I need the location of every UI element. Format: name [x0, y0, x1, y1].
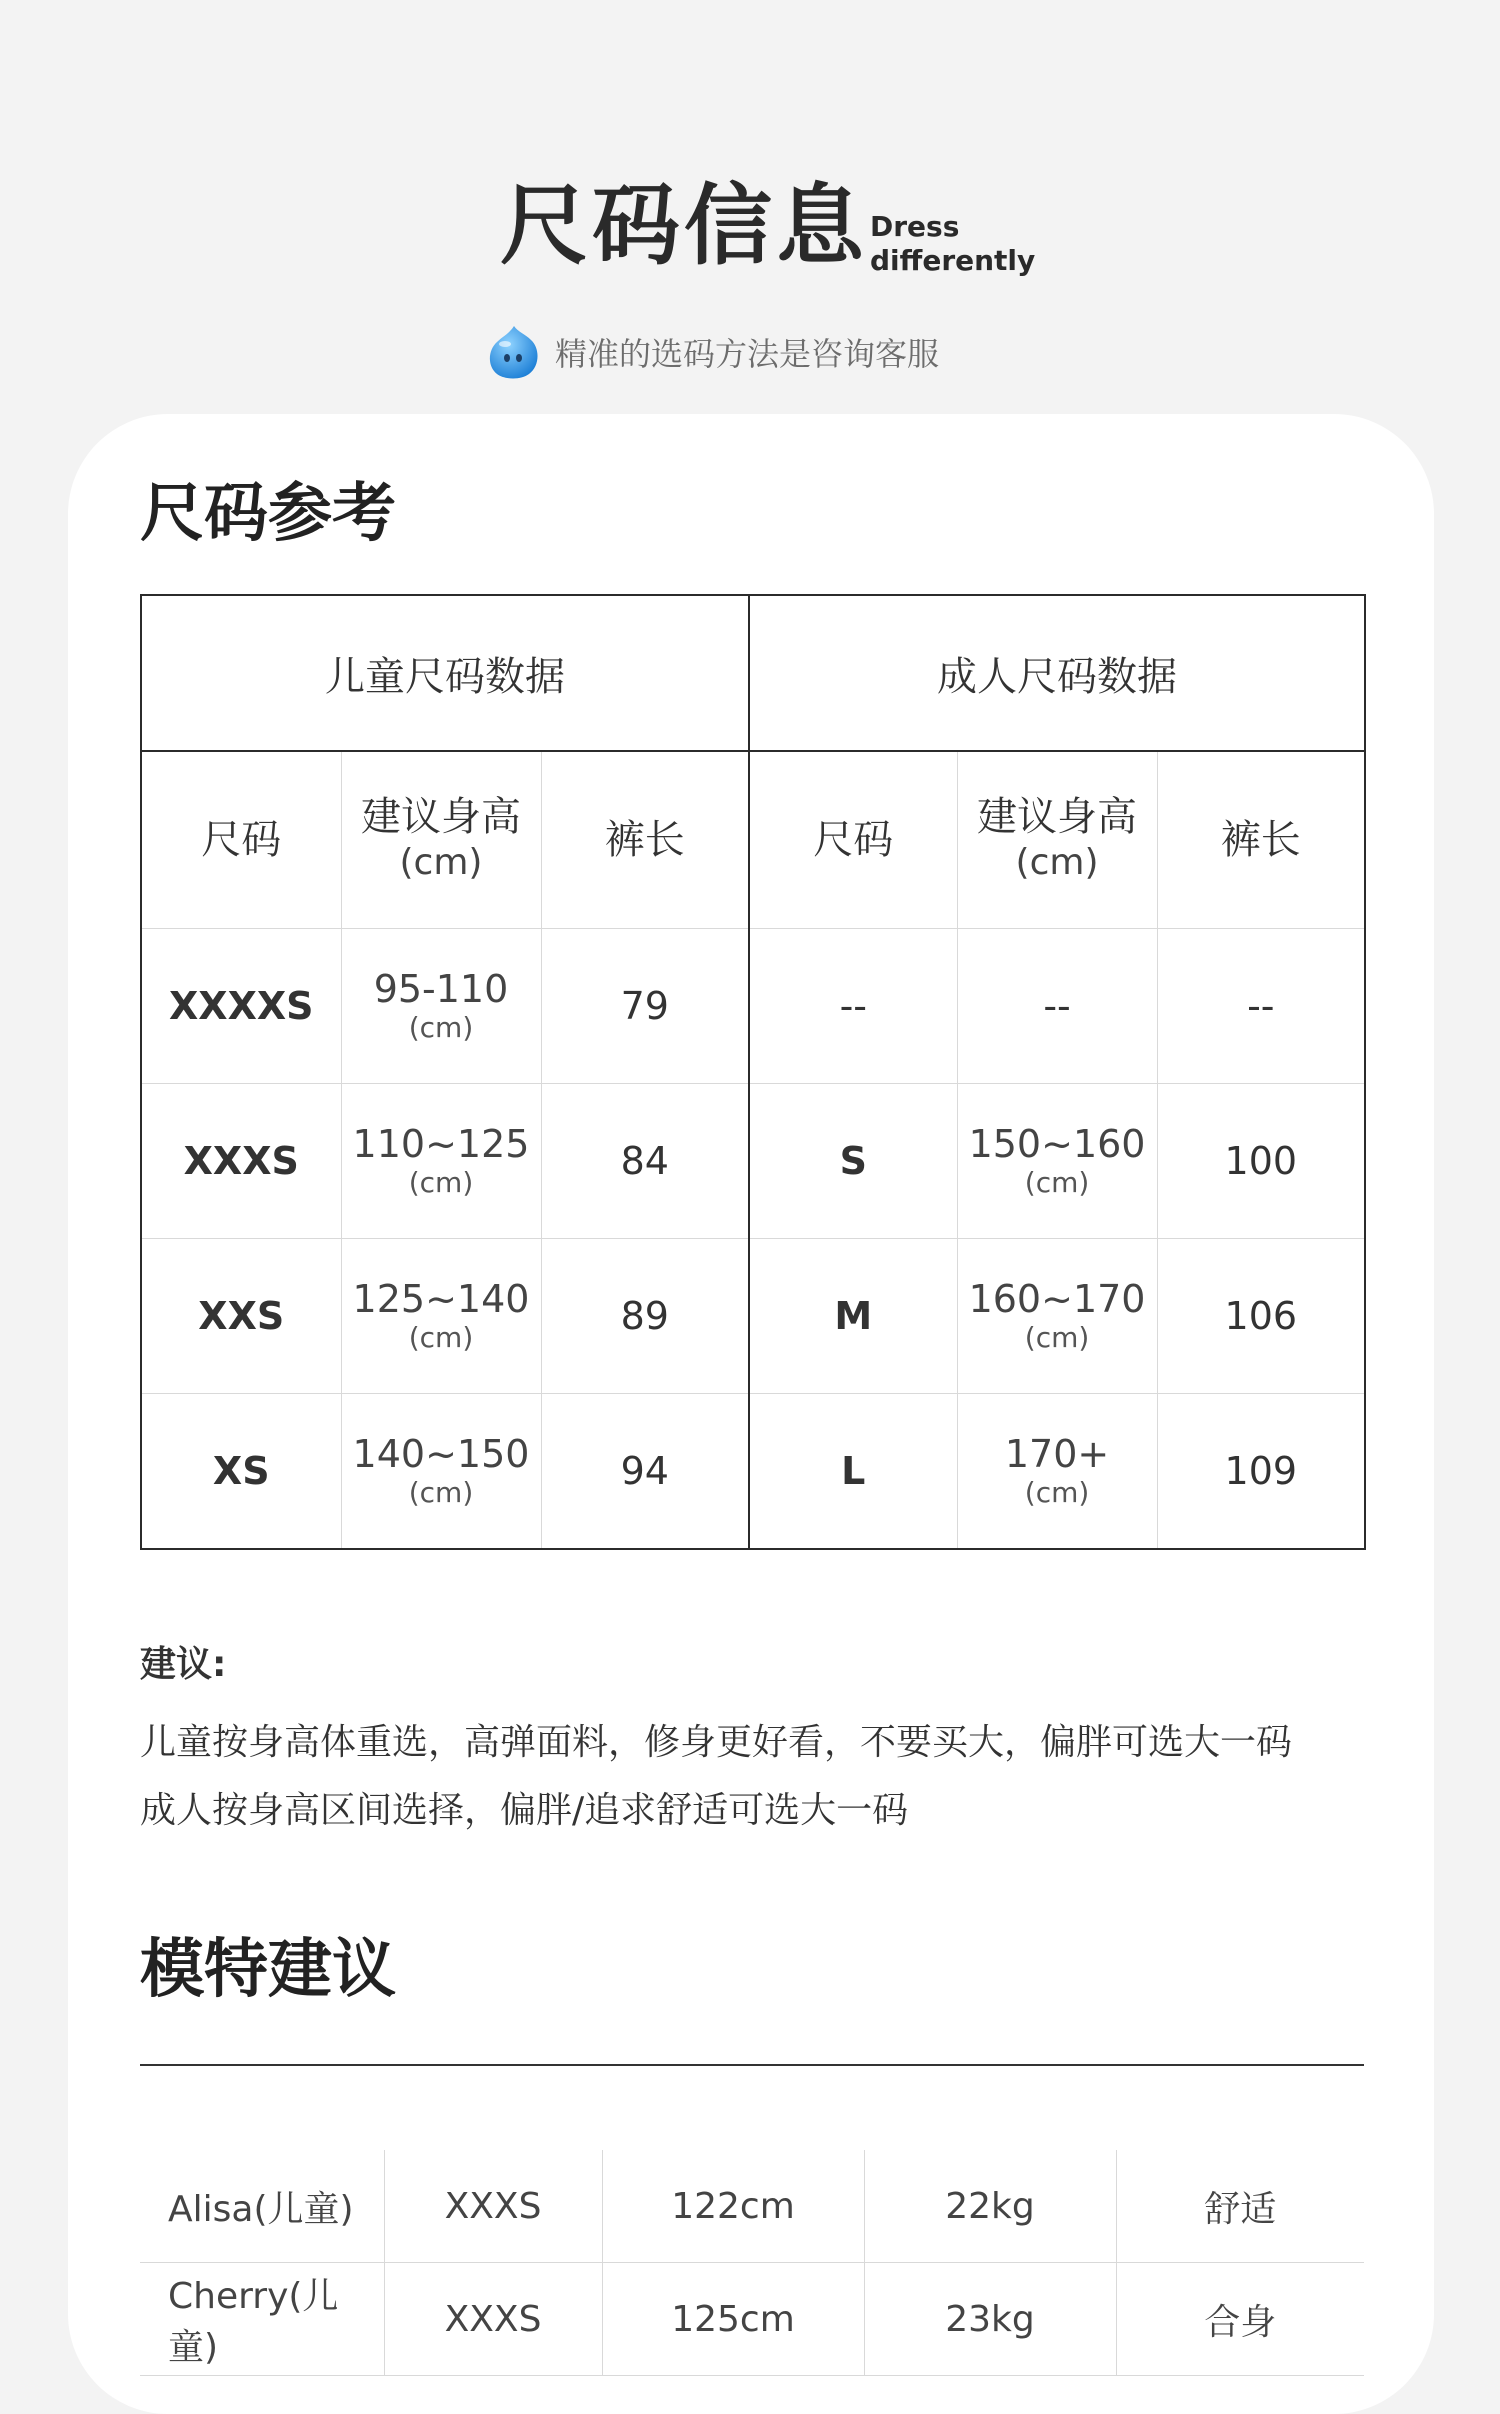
model-name-cell: Alisa(儿童): [140, 2150, 384, 2263]
adult-length-cell: 109: [1157, 1394, 1365, 1550]
kids-height-unit: (cm): [408, 1011, 474, 1044]
adult-length-cell: --: [1157, 929, 1365, 1084]
adult-height-unit: (cm): [1024, 1321, 1090, 1354]
model-table: [140, 2150, 1364, 2376]
adult-length-cell: 100: [1157, 1084, 1365, 1239]
col-header-height: [957, 751, 1157, 929]
kids-length-cell: 94: [541, 1394, 749, 1550]
page-header: [0, 0, 1500, 410]
model-height-cell: 122cm: [602, 2150, 864, 2263]
kids-height-value: 95-110: [373, 967, 509, 1011]
model-fit-cell: 合身: [1116, 2263, 1364, 2376]
table-row: [140, 2263, 1364, 2376]
adult-height-cell: [957, 1084, 1157, 1239]
kids-size-cell: XXXXS: [141, 929, 341, 1084]
kids-size-cell: XS: [141, 1394, 341, 1550]
adult-size-cell: M: [749, 1239, 957, 1394]
col-header-height-unit: (cm): [399, 842, 483, 883]
adult-height-value: 170+: [1004, 1432, 1110, 1476]
adult-size-cell: --: [749, 929, 957, 1084]
page-title: 尺码信息: [500, 174, 869, 277]
adult-height-cell: [957, 1239, 1157, 1394]
kids-length-cell: 79: [541, 929, 749, 1084]
subtitle-line-1: Dress: [870, 210, 960, 243]
col-header-height: [341, 751, 541, 929]
advice-line-kids: 儿童按身高体重选，高弹面料，修身更好看，不要买大，偏胖可选大一码: [140, 1722, 1293, 1763]
page-subtitle: [870, 210, 1035, 278]
advice-line-adult: 成人按身高区间选择，偏胖/追求舒适可选大一码: [140, 1790, 909, 1831]
model-fit-cell: 舒适: [1116, 2150, 1364, 2263]
hint-text: 精准的选码方法是咨询客服: [555, 335, 940, 373]
kids-height-unit: (cm): [408, 1476, 474, 1509]
size-table: [140, 594, 1366, 1550]
adult-height-cell: --: [957, 929, 1157, 1084]
col-header-length: 裤长: [1157, 751, 1365, 929]
adult-height-value: 150~160: [968, 1122, 1146, 1166]
adult-height-unit: (cm): [1024, 1166, 1090, 1199]
kids-height-value: 125~140: [352, 1277, 530, 1321]
table-row: [141, 929, 1365, 1084]
chat-bubble-icon: [485, 322, 543, 382]
adult-length-cell: 106: [1157, 1239, 1365, 1394]
kids-height-unit: (cm): [408, 1321, 474, 1354]
col-header-height-label: 建议身高: [361, 794, 521, 840]
adult-height-unit: (cm): [1024, 1476, 1090, 1509]
kids-length-cell: 84: [541, 1084, 749, 1239]
customer-service-hint[interactable]: [485, 322, 939, 382]
col-header-height-label: 建议身高: [977, 794, 1138, 840]
kids-size-cell: XXXS: [141, 1084, 341, 1239]
advice-block: [140, 1636, 1292, 1845]
model-weight-cell: 22kg: [864, 2150, 1116, 2263]
group-header-adult: 成人尺码数据: [749, 595, 1365, 751]
kids-height-cell: [341, 1084, 541, 1239]
model-size-cell: XXXS: [384, 2150, 602, 2263]
adult-height-value: 160~170: [968, 1277, 1146, 1321]
adult-height-cell: [957, 1394, 1157, 1550]
model-weight-cell: 23kg: [864, 2263, 1116, 2376]
kids-size-cell: XXS: [141, 1239, 341, 1394]
kids-height-cell: [341, 1239, 541, 1394]
table-row: [140, 2150, 1364, 2263]
table-row: [141, 1239, 1365, 1394]
subtitle-line-2: differently: [870, 244, 1036, 277]
kids-height-cell: [341, 929, 541, 1084]
kids-length-cell: 89: [541, 1239, 749, 1394]
section-divider: [140, 2064, 1364, 2066]
kids-height-cell: [341, 1394, 541, 1550]
table-row: [141, 1394, 1365, 1550]
model-name-cell: Cherry(儿童): [140, 2263, 384, 2376]
adult-size-cell: S: [749, 1084, 957, 1239]
group-header-kids: 儿童尺码数据: [141, 595, 749, 751]
table-row: [141, 1084, 1365, 1239]
kids-height-value: 140~150: [352, 1432, 530, 1476]
kids-height-unit: (cm): [408, 1166, 474, 1199]
col-header-height-unit: (cm): [1015, 842, 1099, 883]
adult-size-cell: L: [749, 1394, 957, 1550]
model-size-cell: XXXS: [384, 2263, 602, 2376]
size-reference-title: 尺码参考: [140, 477, 396, 551]
col-header-size: 尺码: [749, 751, 957, 929]
col-header-size: 尺码: [141, 751, 341, 929]
advice-label: 建议:: [140, 1644, 227, 1685]
model-advice-title: 模特建议: [140, 1933, 396, 2007]
kids-height-value: 110~125: [352, 1122, 530, 1166]
col-header-length: 裤长: [541, 751, 749, 929]
model-height-cell: 125cm: [602, 2263, 864, 2376]
